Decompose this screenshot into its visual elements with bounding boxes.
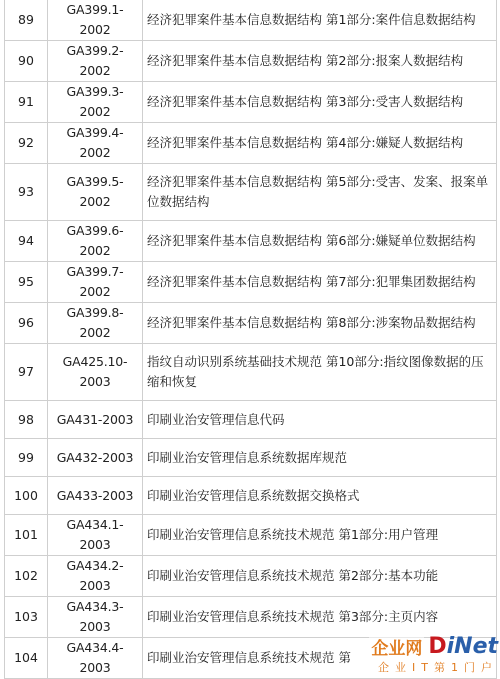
standard-title: 经济犯罪案件基本信息数据结构 第6部分:嫌疑单位数据结构	[143, 221, 497, 262]
watermark-wordmark	[369, 633, 498, 659]
watermark-cn-text: 企业网	[369, 634, 424, 659]
watermark-d-letter: D	[428, 633, 447, 659]
table-row	[5, 164, 497, 221]
table-row	[5, 123, 497, 164]
standard-title: 印刷业治安管理信息代码	[143, 401, 497, 439]
table-row	[5, 303, 497, 344]
table-row	[5, 41, 497, 82]
table-row	[5, 344, 497, 401]
standard-title: 经济犯罪案件基本信息数据结构 第2部分:报案人数据结构	[143, 41, 497, 82]
standard-title: 经济犯罪案件基本信息数据结构 第7部分:犯罪集团数据结构	[143, 262, 497, 303]
standard-code: GA399.4-2002	[48, 123, 143, 164]
standard-code: GA425.10-2003	[48, 344, 143, 401]
standard-title: 印刷业治安管理信息系统技术规范 第3部分:主页内容	[143, 597, 497, 638]
standards-table	[4, 0, 497, 679]
table-row	[5, 477, 497, 515]
row-number: 100	[5, 477, 48, 515]
standard-title: 经济犯罪案件基本信息数据结构 第3部分:受害人数据结构	[143, 82, 497, 123]
row-number: 98	[5, 401, 48, 439]
standard-title: 印刷业治安管理信息系统数据库规范	[143, 439, 497, 477]
table-row	[5, 439, 497, 477]
standard-code: GA433-2003	[48, 477, 143, 515]
row-number: 90	[5, 41, 48, 82]
table-row	[5, 221, 497, 262]
standard-code: GA434.3-2003	[48, 597, 143, 638]
standard-title: 指纹自动识别系统基础技术规范 第10部分:指纹图像数据的压缩和恢复	[143, 344, 497, 401]
standard-code: GA434.4-2003	[48, 638, 143, 679]
site-watermark-logo	[336, 633, 498, 675]
standard-title: 经济犯罪案件基本信息数据结构 第5部分:受害、发案、报案单位数据结构	[143, 164, 497, 221]
row-number: 101	[5, 515, 48, 556]
table-row	[5, 0, 497, 41]
row-number: 102	[5, 556, 48, 597]
watermark-inet-text: iNet	[446, 633, 498, 659]
watermark-tagline: 企业IT第1门户	[378, 661, 498, 674]
row-number: 94	[5, 221, 48, 262]
row-number: 92	[5, 123, 48, 164]
row-number: 99	[5, 439, 48, 477]
table-row	[5, 556, 497, 597]
row-number: 91	[5, 82, 48, 123]
standard-code: GA399.3-2002	[48, 82, 143, 123]
table-row	[5, 515, 497, 556]
table-row	[5, 597, 497, 638]
standard-title: 经济犯罪案件基本信息数据结构 第8部分:涉案物品数据结构	[143, 303, 497, 344]
standard-code: GA399.7-2002	[48, 262, 143, 303]
standard-code: GA399.2-2002	[48, 41, 143, 82]
standard-code: GA399.6-2002	[48, 221, 143, 262]
row-number: 96	[5, 303, 48, 344]
standard-code: GA432-2003	[48, 439, 143, 477]
standard-code: GA399.8-2002	[48, 303, 143, 344]
row-number: 95	[5, 262, 48, 303]
standard-code: GA434.2-2003	[48, 556, 143, 597]
standard-code: GA399.5-2002	[48, 164, 143, 221]
standard-code: GA434.1-2003	[48, 515, 143, 556]
standard-title: 经济犯罪案件基本信息数据结构 第1部分:案件信息数据结构	[143, 0, 497, 41]
row-number: 89	[5, 0, 48, 41]
standard-title: 经济犯罪案件基本信息数据结构 第4部分:嫌疑人数据结构	[143, 123, 497, 164]
standard-title: 印刷业治安管理信息系统技术规范 第1部分:用户管理	[143, 515, 497, 556]
table-row	[5, 401, 497, 439]
row-number: 97	[5, 344, 48, 401]
row-number: 103	[5, 597, 48, 638]
row-number: 93	[5, 164, 48, 221]
table-row	[5, 262, 497, 303]
standard-title: 印刷业治安管理信息系统技术规范 第2部分:基本功能	[143, 556, 497, 597]
standard-title: 印刷业治安管理信息系统技术规范 第	[143, 638, 497, 679]
row-number: 104	[5, 638, 48, 679]
standard-code: GA399.1-2002	[48, 0, 143, 41]
standard-title: 印刷业治安管理信息系统数据交换格式	[143, 477, 497, 515]
standard-code: GA431-2003	[48, 401, 143, 439]
table-row	[5, 82, 497, 123]
